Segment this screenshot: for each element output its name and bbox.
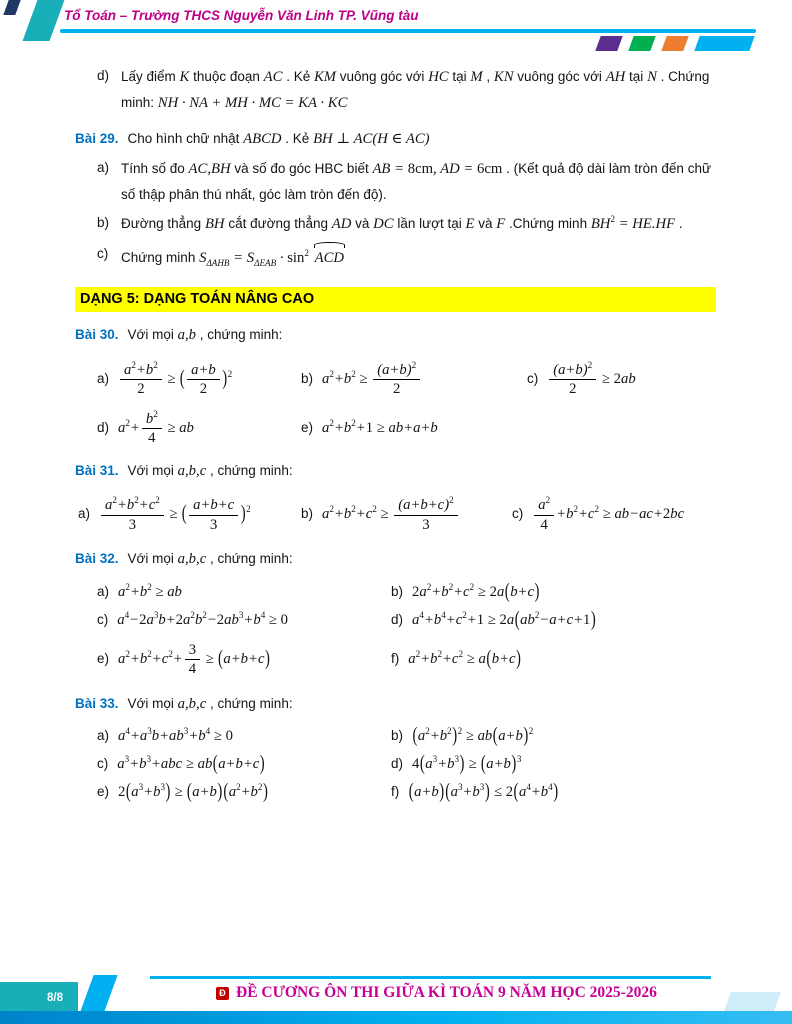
deco-square-orange-icon <box>661 36 688 51</box>
formula-33c <box>97 752 385 776</box>
formula-text: $a^2+b^2+c^2 \ge a(b+c)$ <box>408 647 521 671</box>
formula-32c <box>97 609 385 629</box>
formula-32e <box>97 642 385 678</box>
document-content <box>75 60 716 812</box>
problem-32-heading <box>75 546 716 572</box>
formula-30c <box>527 359 716 398</box>
formula-32b <box>391 579 716 603</box>
problem-label: Bài 29. <box>75 130 119 146</box>
item-marker: c) <box>97 611 109 627</box>
item-marker: a) <box>97 160 110 176</box>
problem-30-heading <box>75 322 716 348</box>
problem-intro: Với mọi a,b,c , chứng minh: <box>127 695 293 712</box>
item-marker: c) <box>97 756 109 772</box>
page-number: 8/8 <box>47 991 63 1004</box>
item-marker: b) <box>301 371 314 387</box>
problem-33-row-1 <box>75 724 716 748</box>
problem-label: Bài 31. <box>75 462 119 478</box>
item-marker: d) <box>391 756 404 772</box>
item-marker: b) <box>391 583 404 599</box>
deco-square-green-icon <box>628 36 655 51</box>
corner-accent-navy <box>3 0 20 15</box>
formula-31a <box>78 497 295 533</box>
formula-text: $a^2+$ $\frac{b^2}{4}$ ≥ ab <box>118 408 194 447</box>
problem-30-row-2 <box>75 408 716 447</box>
footer-title-row <box>216 984 657 1002</box>
formula-text: $a^2+b^2+1 \ge ab+a+b$ <box>322 418 438 437</box>
corner-accent-teal <box>23 0 65 41</box>
formula-32d <box>391 607 716 631</box>
item-marker: a) <box>97 728 110 744</box>
item-marker: e) <box>301 420 314 436</box>
problem-29-heading <box>75 126 716 152</box>
problem-label: Bài 33. <box>75 695 119 711</box>
item-marker: e) <box>97 650 110 666</box>
formula-33d <box>391 752 716 776</box>
page-number-badge <box>0 982 78 1013</box>
formula-text: $4(a^3+b^3) \ge (a+b)^3$ <box>412 752 522 776</box>
problem-31-heading <box>75 458 716 484</box>
item-marker: f) <box>391 784 400 800</box>
header-title: Tổ Toán – Trường THCS Nguyễn Văn Linh TP. Vũng tàu <box>64 8 419 23</box>
problem-intro: Với mọi a,b,c , chứng minh: <box>127 462 293 479</box>
problem-31-row-1 <box>75 497 716 533</box>
problem-30-row-1 <box>75 359 716 398</box>
formula-text: $a^4+a^3b+ab^3+b^4 \ge 0$ <box>118 726 233 745</box>
formula-33a <box>97 728 385 745</box>
item-text: Lấy điểm K thuộc đoạn AC . Kẻ KM vuông góc với HC tại M , KN vuông góc với AH tại N . Chứng minh: NH · NA + MH · MC = KA · KC <box>121 69 710 112</box>
formula-30a <box>97 359 295 398</box>
problem-label: Bài 32. <box>75 551 119 567</box>
formula-30e <box>301 420 716 437</box>
item-marker: b) <box>391 728 404 744</box>
formula-33e <box>97 780 385 804</box>
problem-32-row-1 <box>75 579 716 603</box>
formula-text: $a^4-2a^3b+2a^2b^2-2ab^3+b^4 \ge 0$ <box>117 609 289 628</box>
list-item-29b <box>75 211 716 237</box>
problem-intro: Với mọi a,b , chứng minh: <box>127 327 283 344</box>
deco-bar-blue-icon <box>694 36 754 51</box>
formula-text: $a^2+b^2+c^2+$ $\frac{3}{4}$ ≥ (a+b+c) <box>118 641 270 678</box>
problem-intro: Cho hình chữ nhật ABCD . Kẻ BH ⊥ AC(H ∈ AC) <box>127 130 430 147</box>
formula-text: $\frac{(a+b)^2}{2}$ ≥ 2ab <box>547 371 635 386</box>
item-marker: c) <box>512 506 524 522</box>
list-item-29a <box>75 156 716 207</box>
header-rule <box>60 29 756 33</box>
item-marker: f) <box>391 651 400 667</box>
problem-32-row-2 <box>75 607 716 631</box>
formula-32a <box>97 581 385 601</box>
item-marker: d) <box>97 420 110 436</box>
header-deco-shapes <box>598 36 752 51</box>
item-marker: a) <box>97 371 110 387</box>
formula-text: $a^2+b^2+c^2$ ≥ $\frac{(a+b+c)^2}{3}$ <box>322 506 460 521</box>
problem-33-heading <box>75 691 716 717</box>
formula-text: $2(a^3+b^3) \ge (a+b)(a^2+b^2)$ <box>118 780 268 804</box>
problem-intro: Với mọi a,b,c , chứng minh: <box>127 551 293 568</box>
formula-text: $a^4+b^4+c^2+1 \ge 2a(ab^2-a+c+1)$ <box>412 607 596 631</box>
item-marker: a) <box>78 506 91 522</box>
formula-text: $a^3+b^3+abc \ge ab(a+b+c)$ <box>117 752 265 776</box>
footer-rule <box>150 976 711 979</box>
item-marker: d) <box>97 68 110 83</box>
formula-33f <box>391 780 716 804</box>
problem-32-row-3 <box>75 642 716 678</box>
formula-text: $2a^2+b^2+c^2 \ge 2a(b+c)$ <box>412 579 540 603</box>
list-item-d <box>75 64 716 117</box>
footer-title: ĐỀ CƯƠNG ÔN THI GIỮA KÌ TOÁN 9 NĂM HỌC 2025-2026 <box>236 984 657 1001</box>
formula-text: $\frac{a^2}{4}$ $+b^2+c^2 \ge ab-ac+2bc$ <box>532 506 684 521</box>
item-marker: e) <box>97 784 110 800</box>
item-marker: b) <box>97 215 110 231</box>
item-marker: c) <box>527 371 539 387</box>
item-marker: a) <box>97 583 110 599</box>
formula-text: $\frac{a^2+b^2}{2}$ ≥ ( $\frac{a+b}{2}$ )$^2$ <box>118 371 232 386</box>
problem-label: Bài 30. <box>75 327 119 343</box>
item-marker: b) <box>301 506 314 522</box>
formula-31b <box>301 497 506 533</box>
formula-text: $(a^2+b^2)^2 \ge ab(a+b)^2$ <box>412 724 534 748</box>
item-text: Tính số đo AC,BH và số đo góc HBC biết AB = 8cm, AD = 6cm . (Kết quả độ dài làm tròn đến chữ số thập phân thú nhất, góc làm tròn đến độ). <box>121 161 711 202</box>
deco-square-purple-icon <box>595 36 622 51</box>
formula-text: $a^2+b^2$ ≥ ab <box>118 581 182 600</box>
formula-30d <box>97 408 295 447</box>
problem-33-row-2 <box>75 752 716 776</box>
bottom-bar <box>0 1011 792 1024</box>
formula-text: $(a+b)(a^3+b^3) \le 2(a^4+b^4)$ <box>408 780 559 804</box>
formula-text: $\frac{a^2+b^2+c^2}{3}$ ≥ ( $\frac{a+b+c}{3}$ )$^2$ <box>99 506 251 521</box>
item-marker: d) <box>391 611 404 627</box>
list-item-29c <box>75 242 716 271</box>
problem-33-row-3 <box>75 780 716 804</box>
section-heading-dang5: DẠNG 5: DẠNG TOÁN NÂNG CAO <box>75 287 716 312</box>
formula-33b <box>391 724 716 748</box>
formula-32f <box>391 647 716 671</box>
formula-30b <box>301 359 521 398</box>
item-marker: c) <box>97 245 109 261</box>
item-text: Chứng minh $S_{\Delta AHB} = S_{\Delta EAB} \cdot \sin^2$ ACD <box>121 250 346 265</box>
formula-text: $a^2+b^2$ ≥ $\frac{(a+b)^2}{2}$ <box>322 371 422 386</box>
formula-31c <box>512 497 716 533</box>
item-text: Đường thẳng BH cắt đường thẳng AD và DC lần lượt tại E và F .Chứng minh $BH^2 = HE.HF$ . <box>121 214 683 233</box>
document-badge-icon: Đ <box>216 987 229 1000</box>
